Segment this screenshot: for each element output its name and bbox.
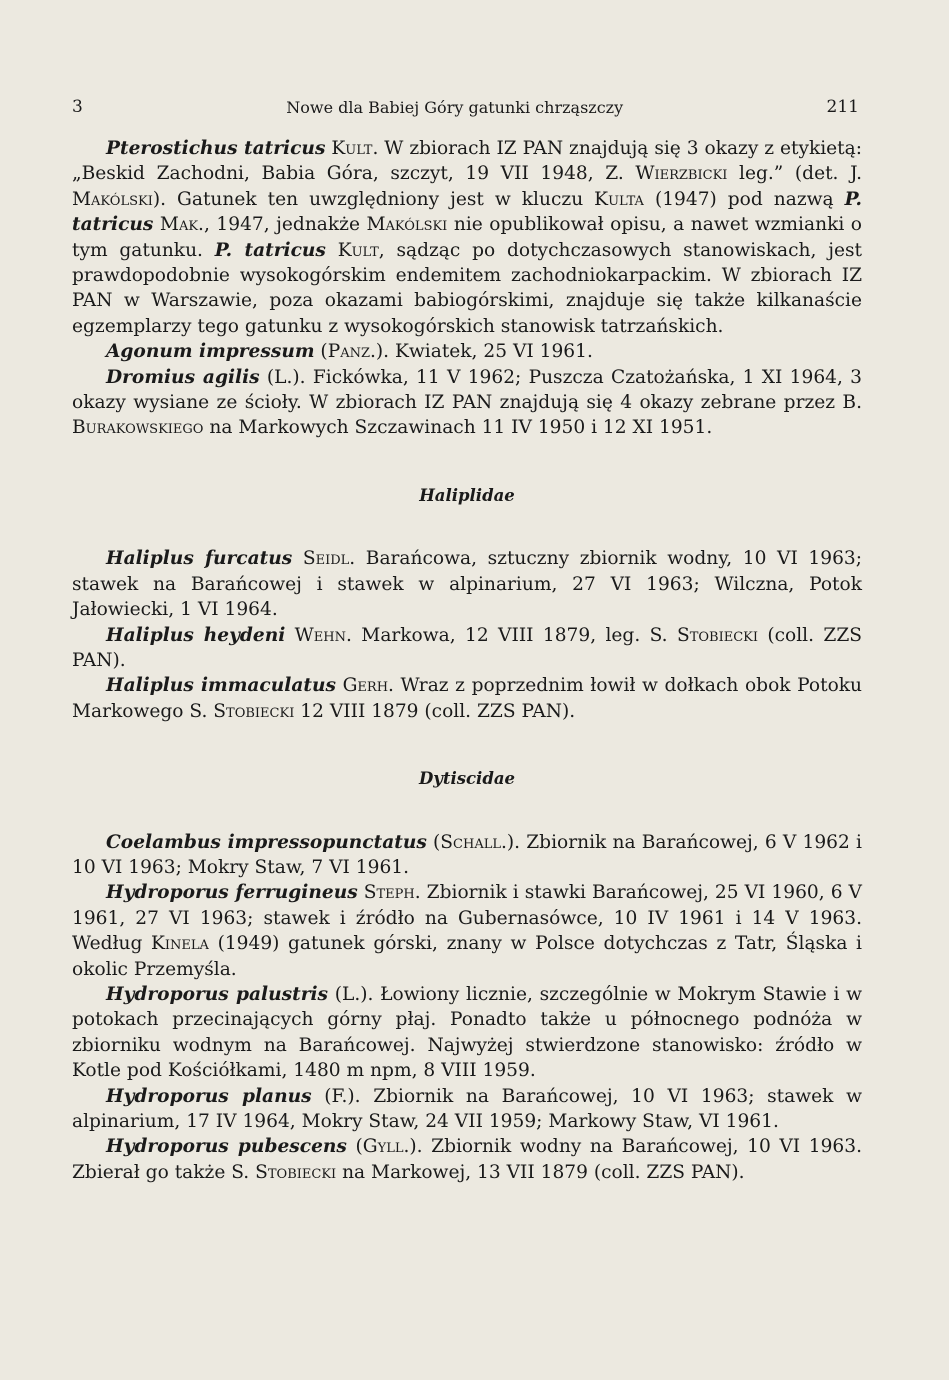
author-name: Wierzbicki: [635, 163, 728, 185]
author-name: Burakowskiego: [72, 417, 204, 439]
entry-text: ). Łowiony licznie, szczególnie w Mokrym Stawie i w potokach przecinających górny płaj. Ponadto także u północnego podnóża w zbiorniku wodnym na Barańcowej. Najwyżej stwierdzone stanowisko: źródło w Kotle pod Kościółkami, 1480 m npm, 8 VIII 1959.: [72, 983, 863, 1082]
entry-text: [326, 240, 338, 261]
entry-text: leg.” (det. J.: [727, 163, 862, 185]
entry-text: (: [346, 1136, 363, 1158]
species-entry: [72, 830, 862, 881]
author-name: Kinela: [151, 933, 209, 955]
species-name: Pterostichus tatricus: [106, 138, 326, 159]
entry-text: . Barańcowa, sztuczny zbiornik wodny, 10 VI 1963; stawek na Barańcowej i stawek w alpinarium, 27 VI 1963; Wilczna, Potok Jałowiecki, 1 VI 1964.: [72, 548, 862, 621]
entry-text: (: [259, 366, 275, 388]
species-entry: [72, 1084, 862, 1135]
author-name: Steph: [363, 882, 415, 904]
species-name: Hydroporus ferrugineus: [106, 882, 358, 904]
entry-text: , 1947, jednakże: [203, 214, 367, 236]
entry-text: nie opublikował opisu, a nawet wzmianki o tym gatunku.: [72, 214, 862, 261]
species-entry: [72, 880, 862, 982]
entry-text: (: [311, 1085, 332, 1107]
entry-text: (: [426, 831, 441, 853]
entry-text: ). Zbiornik wodny na Barańcowej, 10 VI 1963. Zbierał go także S.: [72, 1136, 862, 1183]
entry-text: (1947) pod nazwą: [643, 188, 845, 210]
entry-text: (1949) gatunek górski, znany w Polsce dotychczas z Tatr, Śląska i okolic Przemyśla.: [72, 933, 862, 980]
entry-text: . Markowa, 12 VIII 1879, leg. S.: [346, 624, 677, 646]
entry-text: ). Zbiornik na Barańcowej, 10 VI 1963; stawek w alpinarium, 17 IV 1964, Mokry Staw, 24 VII 1959; Markowy Staw, VI 1961.: [72, 1085, 862, 1132]
author-name: Mak.: [159, 214, 204, 236]
species-name: Hydroporus pubescens: [106, 1136, 347, 1158]
header-number: 3: [72, 97, 83, 117]
page-number: 211: [826, 97, 859, 117]
entry-text: na Markowych Szczawinach 11 IV 1950 i 12 XI 1951.: [203, 417, 713, 439]
species-entry: [72, 982, 862, 1084]
entry-text: ). Fickówka, 11 V 1962; Puszcza Czatożańska, 1 XI 1964, 3 okazy wysiane ze ścioły. W zbiorach IZ PAN znajdują się 4 okazy zebrane przez B.: [72, 366, 863, 414]
author-name: Stobiecki: [255, 1161, 337, 1183]
species-entry: [72, 1134, 862, 1185]
author-name: Makólski: [366, 214, 448, 236]
entry-text: [336, 675, 343, 696]
entry-text: (: [314, 341, 328, 363]
species-name: P. tatricus: [72, 188, 863, 236]
author-name: Gerh: [342, 675, 389, 697]
author-name: Wehn: [294, 624, 346, 646]
species-entry: [72, 136, 862, 339]
species-name: Agonum impressum: [106, 341, 315, 363]
author-name: Schall.: [440, 831, 507, 853]
section-heading: Dytiscidae: [418, 769, 516, 789]
author-name: F.: [331, 1085, 348, 1107]
author-name: Seidl: [302, 548, 350, 570]
author-name: Kult: [331, 138, 373, 159]
species-entry: [72, 339, 862, 364]
running-title: Nowe dla Babiej Góry gatunki chrząszczy: [286, 97, 624, 117]
section-heading: Haliplidae: [419, 485, 515, 505]
species-name: P. tatricus: [214, 239, 326, 261]
species-entry: [72, 365, 862, 441]
author-name: Gyll.: [362, 1136, 410, 1158]
entry-text: . W zbiorach IZ PAN znajdują się 3 okazy z etykietą: „Beskid Zachodni, Babia Góra, szczyt, 19 VII 1948, Z.: [72, 138, 862, 185]
author-name: L.: [341, 983, 361, 1005]
species-name: Coelambus impressopunctatus: [106, 831, 427, 853]
entry-text: [285, 625, 294, 646]
species-entry: [72, 673, 862, 724]
author-name: L.: [274, 366, 293, 388]
species-name: Hydroporus palustris: [106, 983, 329, 1005]
entry-text: , sądząc po dotychczasowych stanowiskach, jest prawdopodobnie wysokogórskim endemitem zachodniokarpackim. W zbiorach IZ PAN w Warszawie, poza okazami babiogórskimi, znajduje się także kilkanaście egzemplarzy tego gatunku z wysokogórskich stanowisk tatrzańskich.: [72, 239, 862, 337]
species-name: Haliplus furcatus: [106, 548, 293, 570]
entry-text: ). Kwiatek, 25 VI 1961.: [375, 341, 593, 363]
species-entry: [72, 546, 862, 622]
species-name: Haliplus heydeni: [106, 624, 286, 646]
entry-text: ). Zbiornik na Barańcowej, 6 V 1962 i 10 VI 1963; Mokry Staw, 7 VI 1961.: [72, 831, 862, 878]
entry-text: (: [328, 983, 342, 1005]
species-entry: [72, 623, 862, 674]
author-name: Stobiecki: [213, 700, 295, 722]
entry-text: . Wraz z poprzednim łowił w dołkach obok Potoku Markowego S.: [72, 675, 862, 722]
author-name: Kult: [337, 239, 379, 261]
entry-text: na Markowej, 13 VII 1879 (coll. ZZS PAN).: [336, 1161, 745, 1183]
species-name: Dromius agilis: [106, 366, 260, 388]
entry-text: (coll. ZZS PAN).: [72, 624, 862, 671]
article-body: [72, 136, 862, 1185]
entry-text: . Zbiornik i stawki Barańcowej, 25 VI 1960, 6 V 1961, 27 VI 1963; stawek i źródło na Gubernasówce, 10 IV 1961 i 14 V 1963. Według: [72, 882, 862, 955]
author-name: Panz.: [327, 341, 376, 363]
species-name: Hydroporus planus: [106, 1085, 312, 1107]
author-name: Makólski: [72, 188, 153, 210]
entry-text: ). Gatunek ten uwzględniony jest w kluczu: [152, 188, 595, 210]
author-name: Stobiecki: [676, 624, 758, 646]
page-header: [72, 92, 859, 122]
entry-text: 12 VIII 1879 (coll. ZZS PAN).: [294, 700, 576, 722]
entry-text: [292, 548, 303, 569]
species-name: Haliplus immaculatus: [106, 675, 336, 697]
author-name: Kulta: [594, 188, 644, 210]
